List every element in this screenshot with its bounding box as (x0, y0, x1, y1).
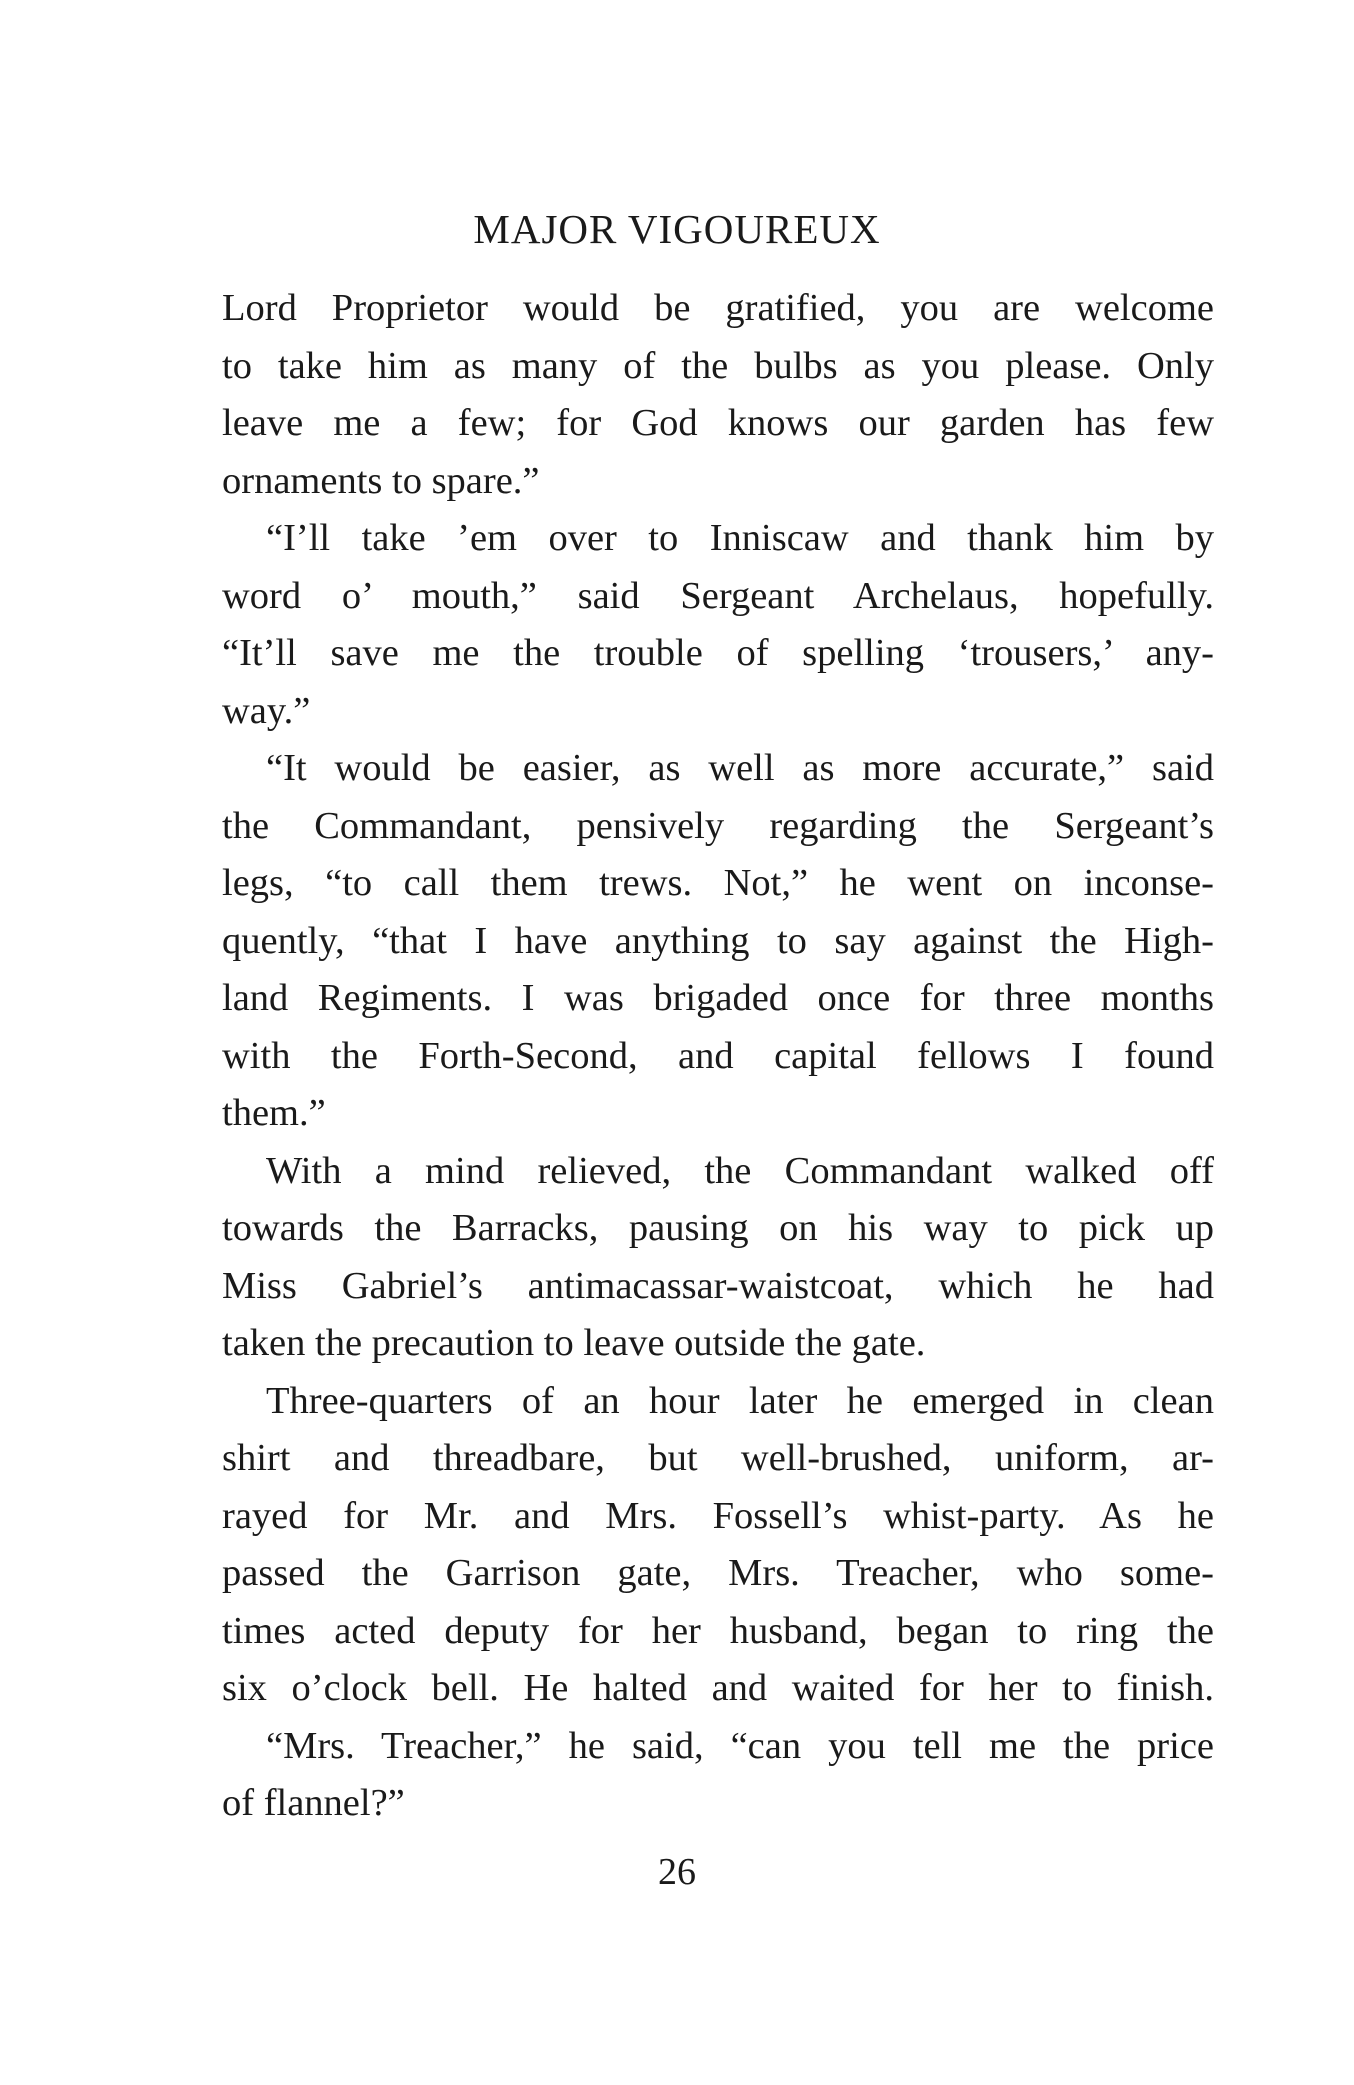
text-line: shirt and threadbare, but well-brushed, uniform, ar- (222, 1437, 1214, 1479)
text-line: rayed for Mr. and Mrs. Fossell’s whist-party. As he (222, 1494, 1214, 1537)
text-line: with the Forth-Second, and capital fellows I found (222, 1034, 1214, 1077)
text-line: With a mind relieved, the Commandant walked off (266, 1149, 1214, 1192)
body-text (222, 280, 1214, 1833)
text-line: legs, “to call them trews. Not,” he went on inconse- (222, 862, 1214, 904)
running-head: MAJOR VIGOUREUX (473, 206, 881, 252)
text-line: Three-quarters of an hour later he emerged in clean (266, 1379, 1214, 1422)
text-line: “I’ll take ’em over to Inniscaw and thank him by (266, 517, 1214, 559)
text-line: way.” (222, 689, 311, 732)
text-line: passed the Garrison gate, Mrs. Treacher, who some- (222, 1552, 1214, 1594)
text-line: land Regiments. I was brigaded once for three months (222, 977, 1214, 1019)
text-line: “Mrs. Treacher,” he said, “can you tell me the price (266, 1724, 1214, 1767)
text-line: to take him as many of the bulbs as you please. Only (222, 344, 1214, 387)
page-number: 26 (658, 1851, 696, 1893)
text-line: leave me a few; for God knows our garden has few (222, 402, 1214, 444)
text-line: taken the precaution to leave outside the gate. (222, 1322, 926, 1364)
text-line: six o’clock bell. He halted and waited for her to finish. (222, 1667, 1214, 1709)
text-line: of flannel?” (222, 1782, 405, 1824)
text-line: them.” (222, 1092, 326, 1134)
text-line: word o’ mouth,” said Sergeant Archelaus, hopefully. (222, 574, 1214, 617)
text-line: the Commandant, pensively regarding the Sergeant’s (222, 804, 1214, 847)
text-line: towards the Barracks, pausing on his way to pick up (222, 1207, 1214, 1249)
text-line: times acted deputy for her husband, began to ring the (222, 1609, 1214, 1652)
text-line: ornaments to spare.” (222, 459, 540, 502)
text-line: “It would be easier, as well as more accurate,” said (266, 747, 1214, 789)
text-line: Miss Gabriel’s antimacassar-waistcoat, which he had (222, 1264, 1214, 1307)
text-line: quently, “that I have anything to say against the High- (222, 919, 1214, 962)
text-line: “It’ll save me the trouble of spelling ‘trousers,’ any- (222, 632, 1214, 674)
text-line: Lord Proprietor would be gratified, you are welcome (222, 287, 1214, 329)
